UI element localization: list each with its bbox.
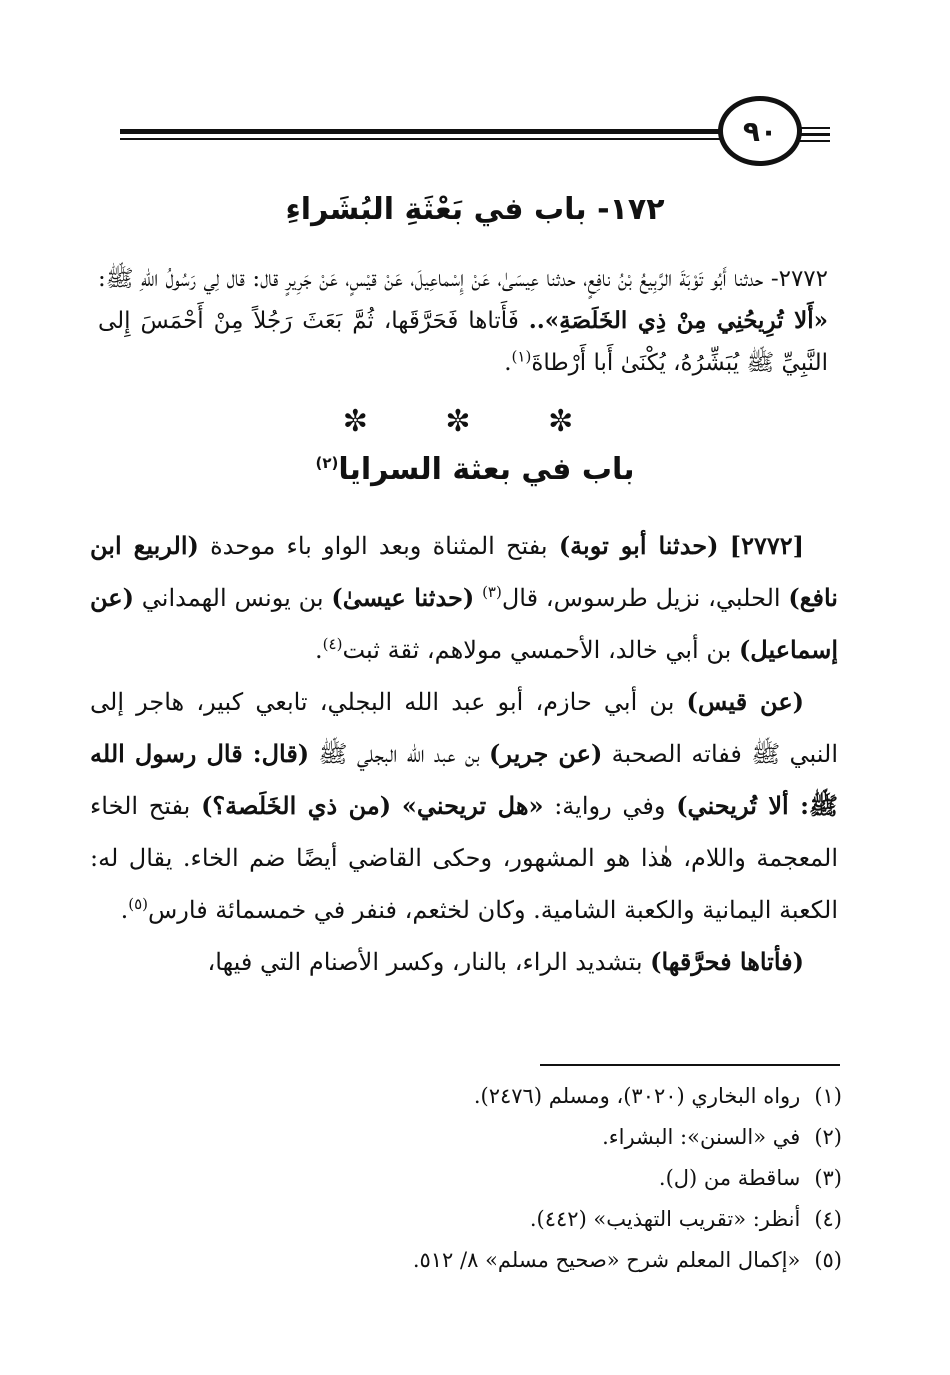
footnote-ref-3: (٣) [482, 583, 502, 601]
footnote-2 [100, 1117, 842, 1158]
text-run: بفتح الخاء المعجمة واللام، هٰذا هو المشهور، وحكى القاضي أيضًا ضم الخاء. يقال له: الكعبة اليمانية والكعبة الشامية. وكان لخثعم، فنفر في خمسمائة فارس [90, 792, 838, 924]
lemma: «هل تريحني» [401, 791, 544, 820]
page-number: ٩٠ [718, 96, 802, 166]
text-run [718, 532, 729, 560]
text-run: الحلبي، نزيل طرسوس، قال [501, 584, 789, 612]
lemma: (عن إسماعيل) [90, 583, 838, 664]
header-rule-thick [120, 129, 720, 134]
footnote-1 [100, 1076, 842, 1117]
header-rule-right-bottom [800, 140, 830, 142]
hadith-chain: حدثنا أَبُو تَوْبَةَ الرَّبِيعُ بْنُ نافِعٍ، حدثنا عِيسَىٰ، عَنْ إِسْماعِيلَ، عَنْ قيْسٍ، عَنْ جَرِيرٍ قال: قال لِي رَسُولُ اللهِ ﷺ: [98, 266, 764, 292]
footnote-text: في «السنن»: البشراء. [602, 1125, 801, 1149]
footnote-ref-5: (٥) [128, 895, 148, 913]
lemma: (من ذي الخَلَصة؟) [201, 791, 392, 820]
text-run: بن أبي خالد، الأحمسي مولاهم، ثقة ثبت [342, 636, 739, 664]
footnote-text: ساقطة من (ل). [658, 1166, 801, 1190]
lemma: (حدثنا أبو توبة) [558, 531, 719, 560]
footnote-ref-4: (٤) [322, 635, 343, 653]
hadith-continuation: فَأَتاها فَحَرَّقَها، ثُمَّ بَعَثَ رَجُلاً مِنْ أَحْمَسَ إِلى النَّبِيِّ ﷺ يُبَشِّرُهُ، يُكْنَىٰ أَبا أَرْطاةَ [98, 308, 828, 376]
lemma: (فأتاها فحرَّقها) [650, 947, 804, 976]
footnote-3 [100, 1158, 842, 1199]
text-run: . [315, 636, 323, 664]
footnote-divider [540, 1064, 840, 1066]
commentary-paragraph-3 [90, 936, 838, 988]
footnote-4 [100, 1199, 842, 1240]
text-run: بن عبد الله البجلي ﷺ [309, 740, 489, 768]
commentary [90, 520, 838, 988]
text-run [391, 792, 402, 820]
footnote-text: رواه البخاري (٣٠٢٠)، ومسلم (٢٤٧٦). [473, 1084, 801, 1108]
footnote-ref-1: (١) [511, 347, 532, 366]
section-title-text: باب في بعثة السرايا [338, 452, 635, 487]
footnote-number: (٣) [814, 1166, 842, 1190]
footnote-text: أنظر: «تقريب التهذيب» (٤٤٢). [529, 1207, 801, 1231]
text-run: بن أبي حازم، أبو عبد الله البجلي، تابعي كبير، هاجر إلى النبي ﷺ ففاته الصحبة [90, 688, 838, 768]
header-rule-right-mid [800, 133, 830, 136]
text-run: بتشديد الراء، بالنار، وكسر الأصنام التي فيها، [207, 948, 651, 976]
hadith-end: . [504, 350, 512, 376]
text-run [474, 584, 482, 612]
hadith-ref: [٢٧٧٢] [729, 531, 804, 560]
footnote-number: (٥) [814, 1248, 842, 1272]
hadith-quote: «أَلا تُرِيحُنِي مِنْ ذِي الخَلَصَةِ».. [528, 307, 829, 334]
text-run: . [120, 896, 129, 924]
text-run: وفي رواية: [543, 792, 677, 820]
lemma: (الربيع ابن نافع) [90, 531, 838, 612]
section-separator: ✼ ✼ ✼ [342, 404, 608, 439]
footnote-number: (٤) [814, 1207, 842, 1231]
lemma: (عن قيس) [686, 687, 804, 716]
footnote-text: «إكمال المعلم شرح «صحيح مسلم» ٨/ ٥١٢. [412, 1248, 801, 1272]
hadith-text [98, 258, 828, 384]
footnote-ref-2: (٢) [315, 454, 339, 472]
lemma: (عن جرير) [488, 739, 603, 768]
commentary-paragraph-2 [90, 676, 838, 936]
text-run: بفتح المثناة وبعد الواو باء موحدة [198, 532, 559, 560]
lemma: (قال: قال رسول الله ﷺ: ألا تُريحني) [90, 739, 839, 820]
header-rule-right-top [800, 127, 830, 129]
footnote-number: (١) [814, 1084, 842, 1108]
lemma: (حدثنا عيسىٰ) [331, 583, 475, 612]
chapter-title: ١٧٢- باب في بَعْثَةِ البُشَراءِ [285, 192, 665, 227]
text-run: بن يونس الهمداني [133, 584, 332, 612]
footnote-number: (٢) [814, 1125, 842, 1149]
commentary-paragraph-1 [90, 520, 838, 676]
section-title [0, 452, 950, 487]
footnote-5 [100, 1240, 842, 1281]
header-rule-thin [120, 138, 720, 140]
footnotes [100, 1076, 842, 1281]
hadith-number: ٢٧٧٢- [770, 266, 829, 292]
